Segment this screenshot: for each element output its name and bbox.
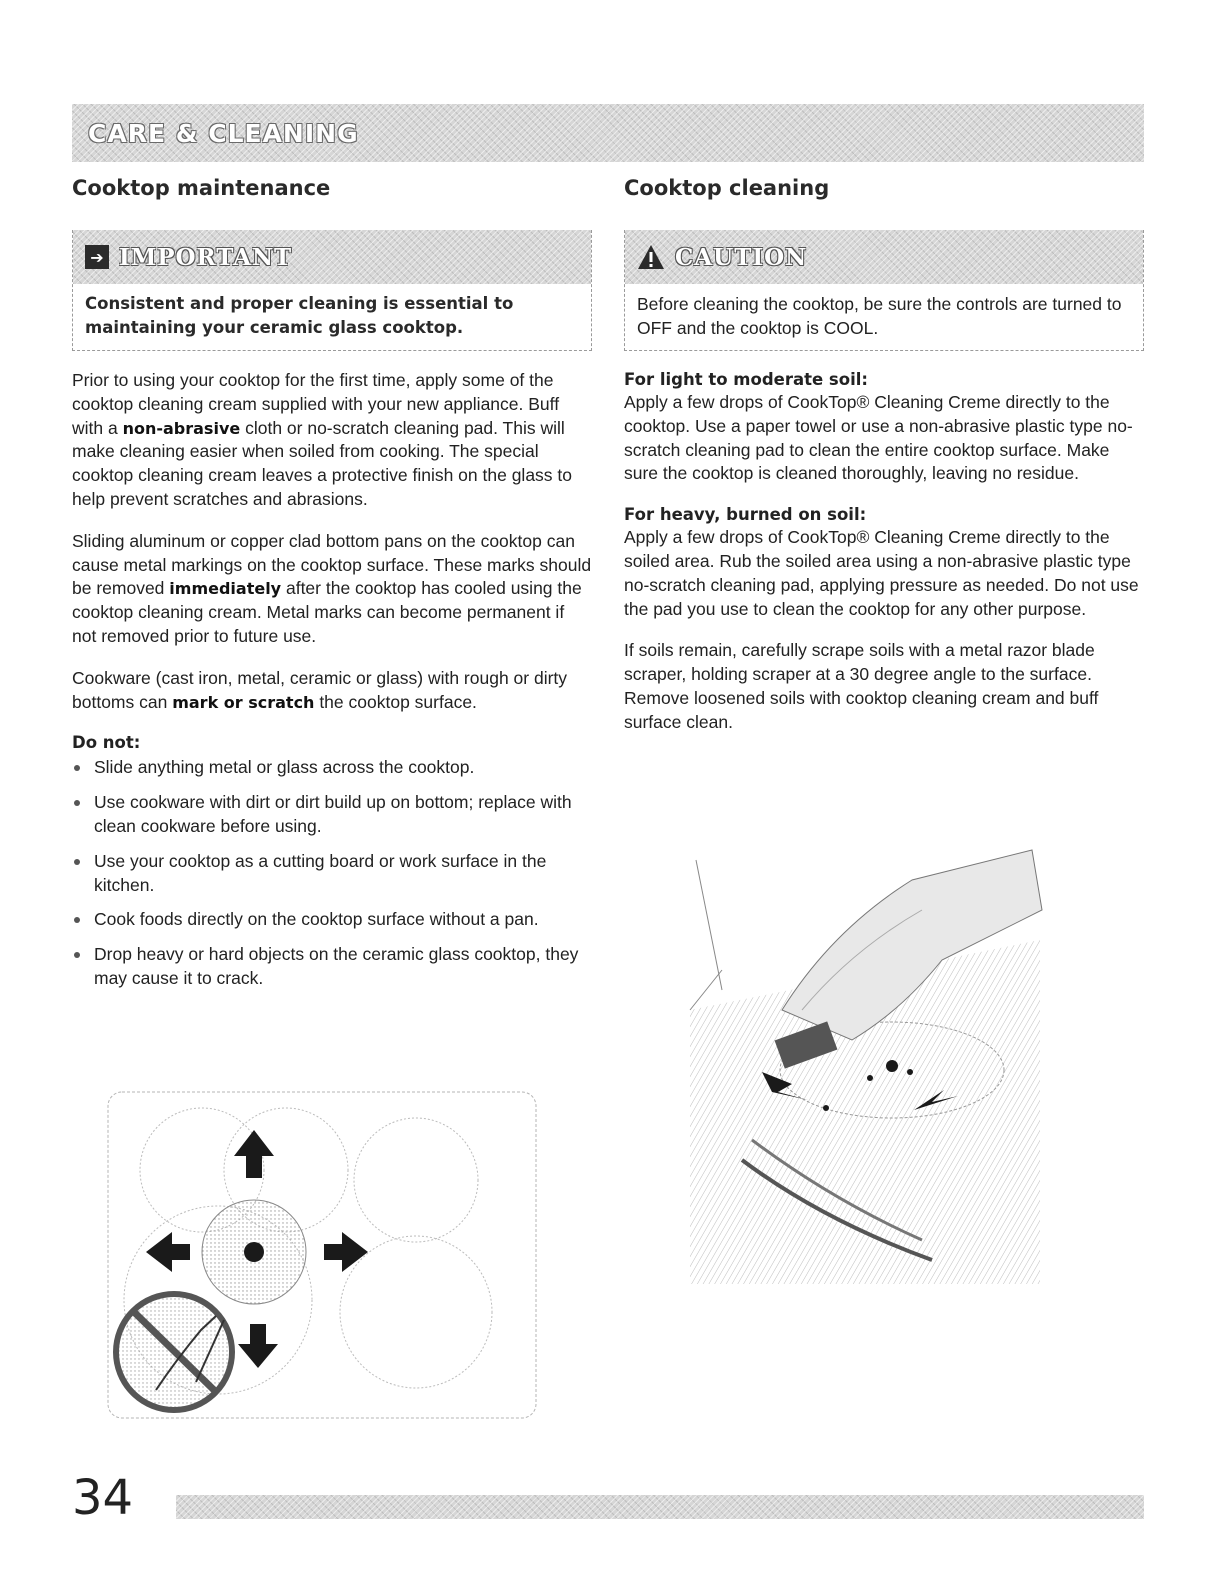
list-item: Drop heavy or hard objects on the ceramic glass cooktop, they may cause it to crack. (72, 943, 592, 991)
list-item: Use your cooktop as a cutting board or work surface in the kitchen. (72, 850, 592, 898)
caution-box (624, 230, 1144, 351)
p1-text-b: cloth or no-scratch cleaning pad. This will make cleaning easier when soiled from cooking. The special cooktop cleaning cream leaves a protective finish on the glass to help prevent scratches and abrasions. (72, 417, 573, 509)
warning-icon (637, 244, 665, 270)
p1-text-a: Prior to using your cooktop for the first time, apply some of the cooktop cleaning cream supplied with your new appliance. Buff with a (72, 370, 560, 438)
left-column (72, 176, 592, 1002)
heavy-soil-text: Apply a few drops of CookTop® Cleaning Creme directly to the soiled area. Rub the soiled area using a non-abrasive plastic type no-scratch cleaning pad, applying pressure as needed. Do not use the pad you use to clean the cooktop for any other purpose. (624, 527, 1139, 619)
p2-text-a: Sliding aluminum or copper clad bottom pans on the cooktop can cause metal markings on the cooktop surface. These marks should be removed (72, 530, 592, 599)
right-column (624, 176, 1144, 753)
caution-text: Before cleaning the cooktop, be sure the controls are turned to OFF and the cooktop is COOL. (637, 294, 1122, 338)
paragraph-metal-marks (72, 530, 592, 649)
footer-bar (176, 1495, 1144, 1519)
list-item: Slide anything metal or glass across the cooktop. (72, 756, 592, 780)
caution-title: CAUTION (675, 243, 808, 271)
important-title: IMPORTANT (119, 243, 293, 271)
important-box (72, 230, 592, 351)
cooktop-cleaning-heading: Cooktop cleaning (624, 176, 830, 200)
list-item: Use cookware with dirt or dirt build up on bottom; replace with clean cookware before using. (72, 791, 592, 839)
page-number: 34 (72, 1470, 134, 1526)
paragraph-first-use (72, 369, 592, 512)
p3-text-a: Cookware (cast iron, metal, ceramic or glass) with rough or dirty bottoms can (72, 667, 568, 712)
paragraph-cookware (72, 667, 592, 715)
important-text-line2: maintaining your ceramic glass cooktop. (85, 318, 464, 337)
section-title: CARE & CLEANING (88, 118, 359, 148)
p2-bold: immediately (169, 579, 282, 599)
do-not-label: Do not: (72, 733, 141, 753)
p3-bold: mark or scratch (172, 692, 315, 712)
caution-header (625, 230, 1143, 284)
do-not-list (72, 756, 592, 990)
important-text-line1: Consistent and proper cleaning is essential to (85, 294, 514, 313)
heavy-soil-label: For heavy, burned on soil: (624, 505, 867, 525)
important-header (73, 230, 591, 284)
p2-text-b: after the cooktop has cooled using the cooktop cleaning cream. Metal marks can become permanent if not removed prior to future use. (72, 578, 582, 646)
soils-remain-text: If soils remain, carefully scrape soils with a metal razor blade scraper, holding scraper at a 30 degree angle to the surface. Remove loosened soils with cooktop cleaning cream and buff surface clean. (624, 640, 1099, 732)
section-banner (72, 104, 1144, 162)
cooktop-maintenance-heading: Cooktop maintenance (72, 176, 331, 200)
p1-bold: non-abrasive (122, 418, 241, 438)
razor-scraper-illustration (682, 840, 1044, 1284)
light-soil-label: For light to moderate soil: (624, 370, 868, 389)
cooktop-do-not-slide-illustration (106, 1090, 538, 1420)
important-text (73, 284, 591, 350)
list-item: Cook foods directly on the cooktop surface without a pan. (72, 908, 592, 932)
p3-text-b: the cooktop surface. (314, 691, 477, 712)
arrow-right-icon: ➔ (85, 245, 109, 269)
light-soil-text: Apply a few drops of CookTop® Cleaning Creme directly to the cooktop. Use a paper towel or use a non-abrasive plastic type no-scratch cleaning pad to clean the entire cooktop surface. Make sure the cooktop is cleaned thoroughly, leaving no residue. (624, 392, 1133, 484)
